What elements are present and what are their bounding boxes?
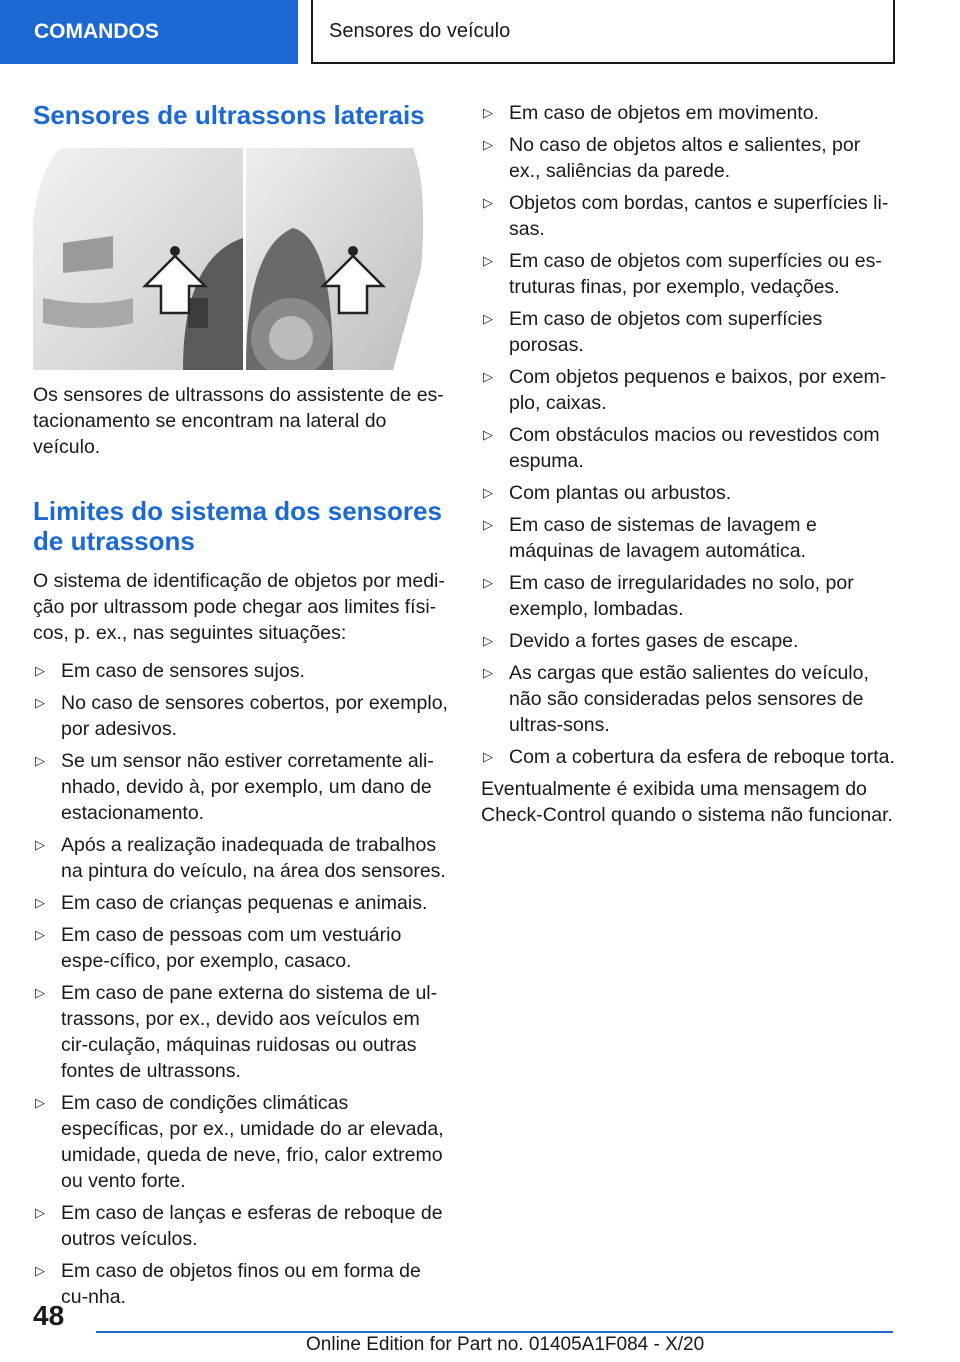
triangle-bullet-icon: ▷ xyxy=(483,105,493,120)
triangle-bullet-icon: ▷ xyxy=(35,753,45,768)
section-heading-system-limits: Limites do sistema dos sensores de utrassons xyxy=(33,496,442,556)
triangle-bullet-icon: ▷ xyxy=(483,311,493,326)
list-item: ▷ Com a cobertura da esfera de reboque torta. xyxy=(483,746,895,768)
list-item: ▷ Em caso de objetos com superfícies porosas. xyxy=(483,308,823,356)
list-item: ▷ Em caso de pessoas com um vestuário espe-cífico, por exemplo, casaco. xyxy=(35,924,402,972)
triangle-bullet-icon: ▷ xyxy=(483,665,493,680)
triangle-bullet-icon: ▷ xyxy=(35,1205,45,1220)
triangle-bullet-icon: ▷ xyxy=(483,195,493,210)
section-tab xyxy=(0,0,298,64)
closing-paragraph: Eventualmente é exibida uma mensagem do Check-Control quando o sistema não funcionar. xyxy=(481,778,893,826)
list-item: ▷ Em caso de objetos em movimento. xyxy=(483,102,819,124)
intro-paragraph: Os sensores de ultrassons do assistente de es-tacionamento se encontram na lateral do veículo. xyxy=(33,384,444,458)
list-item: ▷ Com obstáculos macios ou revestidos com espuma. xyxy=(483,424,880,472)
list-item: ▷ Em caso de sensores sujos. xyxy=(35,660,305,682)
triangle-bullet-icon: ▷ xyxy=(483,517,493,532)
triangle-bullet-icon: ▷ xyxy=(483,575,493,590)
list-item: ▷ Em caso de pane externa do sistema de ul-trassons, por ex., devido aos veículos em cir-culação, máquinas ruidosas ou outras fontes de ultrassons. xyxy=(35,982,438,1082)
list-item: ▷ Em caso de objetos finos ou em forma de cu-nha. xyxy=(35,1260,421,1308)
list-item: ▷ Após a realização inadequada de trabalhos na pintura do veículo, na área dos sensores. xyxy=(35,834,446,882)
section-label: COMANDOS xyxy=(34,20,159,43)
section-heading-lateral-sensors: Sensores de ultrassons laterais xyxy=(33,100,425,130)
list-item: ▷ Em caso de sistemas de lavagem e máquinas de lavagem automática. xyxy=(483,514,817,562)
car-bumper-sensor-illustration xyxy=(33,148,423,370)
list-item: ▷ Em caso de lanças e esferas de reboque de outros veículos. xyxy=(35,1202,443,1250)
triangle-bullet-icon: ▷ xyxy=(483,253,493,268)
triangle-bullet-icon: ▷ xyxy=(35,895,45,910)
triangle-bullet-icon: ▷ xyxy=(483,749,493,764)
lead-paragraph: O sistema de identificação de objetos por medi-ção por ultrassom pode chegar aos limites físi-cos, p. ex., nas seguintes situações: xyxy=(33,570,445,644)
list-item: ▷ Se um sensor não estiver corretamente ali-nhado, devido à, por exemplo, um dano de estacionamento. xyxy=(35,750,434,824)
triangle-bullet-icon: ▷ xyxy=(35,985,45,1000)
triangle-bullet-icon: ▷ xyxy=(483,369,493,384)
list-item: ▷ Em caso de condições climáticas específicas, por ex., umidade do ar elevada, umidade, queda de neve, frio, calor extremo ou vento forte. xyxy=(35,1092,444,1192)
list-item: ▷ Com objetos pequenos e baixos, por exem-plo, caixas. xyxy=(483,366,887,414)
list-item: ▷ Devido a fortes gases de escape. xyxy=(483,630,799,652)
chapter-title: Sensores do veículo xyxy=(329,19,511,42)
list-item: ▷ As cargas que estão salientes do veículo, não são consideradas pelos sensores de ultras-sons. xyxy=(483,662,869,736)
footer-edition: Online Edition for Part no. 01405A1F084 - X/20 xyxy=(306,1334,705,1355)
triangle-bullet-icon: ▷ xyxy=(35,695,45,710)
triangle-bullet-icon: ▷ xyxy=(35,1095,45,1110)
list-item: ▷ Em caso de crianças pequenas e animais. xyxy=(35,892,428,914)
list-item: ▷ Em caso de irregularidades no solo, por exemplo, lombadas. xyxy=(483,572,854,620)
list-item: ▷ No caso de sensores cobertos, por exemplo, por adesivos. xyxy=(35,692,448,740)
triangle-bullet-icon: ▷ xyxy=(35,837,45,852)
sensor-location-figure xyxy=(33,148,423,370)
triangle-bullet-icon: ▷ xyxy=(483,427,493,442)
list-item: ▷ No caso de objetos altos e salientes, por ex., saliências da parede. xyxy=(483,134,861,182)
limits-list-right xyxy=(481,100,897,770)
footer-divider xyxy=(96,1331,893,1333)
triangle-bullet-icon: ▷ xyxy=(35,663,45,678)
list-item: ▷ Com plantas ou arbustos. xyxy=(483,482,732,504)
chapter-header xyxy=(311,0,895,64)
limits-list-left xyxy=(33,658,449,1310)
right-column xyxy=(481,100,897,828)
page-number: 48 xyxy=(33,1300,65,1331)
left-column xyxy=(33,100,449,1316)
triangle-bullet-icon: ▷ xyxy=(483,137,493,152)
list-item: ▷ Objetos com bordas, cantos e superfícies li-sas. xyxy=(483,192,889,240)
triangle-bullet-icon: ▷ xyxy=(35,927,45,942)
list-item: ▷ Em caso de objetos com superfícies ou es-truturas finas, por exemplo, vedações. xyxy=(483,250,882,298)
triangle-bullet-icon: ▷ xyxy=(483,485,493,500)
triangle-bullet-icon: ▷ xyxy=(35,1263,45,1278)
triangle-bullet-icon: ▷ xyxy=(483,633,493,648)
